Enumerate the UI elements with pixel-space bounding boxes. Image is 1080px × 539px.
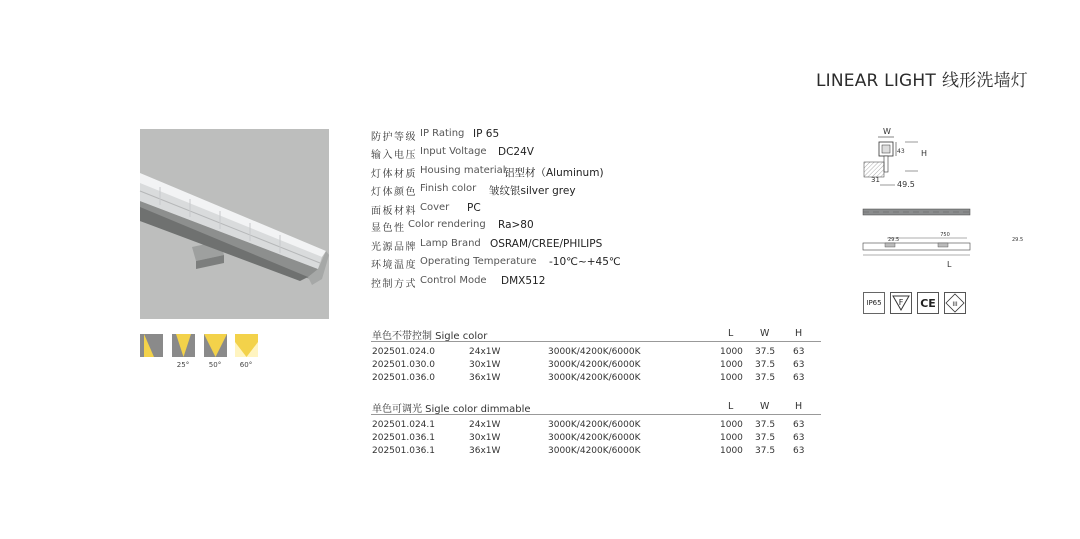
class3-icon xyxy=(944,292,966,314)
cell-h: 63 xyxy=(793,433,805,443)
table-header xyxy=(371,400,821,415)
table-row xyxy=(371,360,821,373)
cell-h: 63 xyxy=(793,420,805,430)
cell-power: 24x1W xyxy=(469,347,501,357)
spec-value: Ra>80 xyxy=(498,219,534,231)
col-w: W xyxy=(760,401,770,412)
spec-en: Operating Temperature xyxy=(420,256,537,267)
spec-cn: 光源品牌 xyxy=(371,242,417,253)
cell-cct: 3000K/4200K/6000K xyxy=(548,446,641,456)
cell-code: 202501.024.0 xyxy=(372,347,435,357)
cell-w: 37.5 xyxy=(755,433,776,443)
dimension-drawing xyxy=(860,125,1024,285)
beam-angle-icons xyxy=(140,334,270,374)
cell-h: 63 xyxy=(793,347,805,357)
cell-power: 24x1W xyxy=(469,420,501,430)
spec-value: IP 65 xyxy=(473,128,500,140)
beam-50-icon xyxy=(204,334,227,357)
spec-en: Finish color xyxy=(420,183,477,194)
spec-en: Control Mode xyxy=(420,275,487,286)
cell-power: 36x1W xyxy=(469,446,501,456)
cell-code: 202501.036.0 xyxy=(372,373,435,383)
spec-en: Color rendering xyxy=(408,219,486,230)
spec-en: Housing material xyxy=(420,165,506,176)
spec-value: DC24V xyxy=(498,146,534,158)
col-h: H xyxy=(795,401,803,412)
table-row xyxy=(371,420,821,433)
ce-mark-label: CE xyxy=(920,297,936,310)
spec-value: PC xyxy=(467,202,481,214)
spec-cn: 控制方式 xyxy=(371,279,417,290)
label-end-right: 29.5 xyxy=(1012,237,1024,243)
spec-cn: 环境温度 xyxy=(371,260,417,271)
table-caption: 单色不带控制 Sigle color xyxy=(372,331,488,342)
label-base: 31 xyxy=(871,176,880,184)
cell-w: 37.5 xyxy=(755,360,776,370)
f-mark-label: F xyxy=(898,298,904,307)
ip65-icon: IP65 xyxy=(863,292,885,314)
beam-label-25: 25° xyxy=(176,361,190,369)
label-h-dim: 43 xyxy=(897,148,905,155)
beam-label-50: 50° xyxy=(208,361,222,369)
table-row xyxy=(371,433,821,446)
cell-l: 1000 xyxy=(720,420,743,430)
spec-cn: 面板材料 xyxy=(371,206,417,217)
col-w: W xyxy=(760,328,770,339)
spec-cn: 显色性 xyxy=(371,223,406,234)
title-cn: 线形洗墙灯 xyxy=(942,71,1028,91)
spec-en: Lamp Brand xyxy=(420,238,481,249)
cell-cct: 3000K/4200K/6000K xyxy=(548,347,641,357)
ce-mark-icon xyxy=(917,292,939,314)
f-mark-icon xyxy=(890,292,912,314)
spec-value: OSRAM/CREE/PHILIPS xyxy=(490,238,603,250)
label-h: H xyxy=(921,149,928,158)
spec-cn: 输入电压 xyxy=(371,150,417,161)
cell-l: 1000 xyxy=(720,433,743,443)
cell-code: 202501.030.0 xyxy=(372,360,435,370)
spec-value: 皱纹银silver grey xyxy=(489,185,576,197)
cell-h: 63 xyxy=(793,373,805,383)
beam-25-icon xyxy=(172,334,195,357)
spec-value: DMX512 xyxy=(501,275,546,287)
beam-label-60: 60° xyxy=(239,361,253,369)
cell-code: 202501.036.1 xyxy=(372,446,435,456)
spec-en: Cover xyxy=(420,202,450,213)
cell-cct: 3000K/4200K/6000K xyxy=(548,433,641,443)
linear-light-image xyxy=(140,129,329,319)
col-h: H xyxy=(795,328,803,339)
cell-code: 202501.036.1 xyxy=(372,433,435,443)
cell-l: 1000 xyxy=(720,446,743,456)
title-en: LINEAR LIGHT xyxy=(815,71,936,91)
class3-label: III xyxy=(952,301,958,308)
table-header xyxy=(371,327,821,342)
cell-cct: 3000K/4200K/6000K xyxy=(548,420,641,430)
table-row xyxy=(371,373,821,386)
spec-cn: 防护等级 xyxy=(371,132,417,143)
col-l: L xyxy=(728,401,734,412)
cell-l: 1000 xyxy=(720,347,743,357)
label-len: 750 xyxy=(940,232,950,238)
label-depth: 49.5 xyxy=(897,180,915,189)
cell-h: 63 xyxy=(793,446,805,456)
spec-value: -10℃~+45℃ xyxy=(549,256,621,268)
cell-w: 37.5 xyxy=(755,347,776,357)
cell-w: 37.5 xyxy=(755,420,776,430)
cell-l: 1000 xyxy=(720,373,743,383)
cell-code: 202501.024.1 xyxy=(372,420,435,430)
col-l: L xyxy=(728,328,734,339)
spec-en: IP Rating xyxy=(420,128,465,139)
spec-cn: 灯体材质 xyxy=(371,169,417,180)
spec-cn: 灯体颜色 xyxy=(371,187,417,198)
cell-l: 1000 xyxy=(720,360,743,370)
cell-w: 37.5 xyxy=(755,446,776,456)
beam-narrow-icon xyxy=(140,334,163,357)
spec-en: Input Voltage xyxy=(420,146,487,157)
label-end-left: 29.5 xyxy=(888,237,900,243)
table-row xyxy=(371,347,821,360)
spec-value: 铝型材（Aluminum) xyxy=(504,167,604,179)
label-w: W xyxy=(883,127,891,136)
cell-cct: 3000K/4200K/6000K xyxy=(548,373,641,383)
cell-power: 30x1W xyxy=(469,360,501,370)
page-title xyxy=(816,66,1028,91)
cell-w: 37.5 xyxy=(755,373,776,383)
beam-60-icon xyxy=(235,334,258,357)
cell-power: 30x1W xyxy=(469,433,501,443)
cell-h: 63 xyxy=(793,360,805,370)
label-l: L xyxy=(947,260,952,269)
table-caption: 单色可调光 Sigle color dimmable xyxy=(372,404,531,415)
table-row xyxy=(371,446,821,459)
product-photo xyxy=(140,129,329,319)
cell-power: 36x1W xyxy=(469,373,501,383)
cell-cct: 3000K/4200K/6000K xyxy=(548,360,641,370)
